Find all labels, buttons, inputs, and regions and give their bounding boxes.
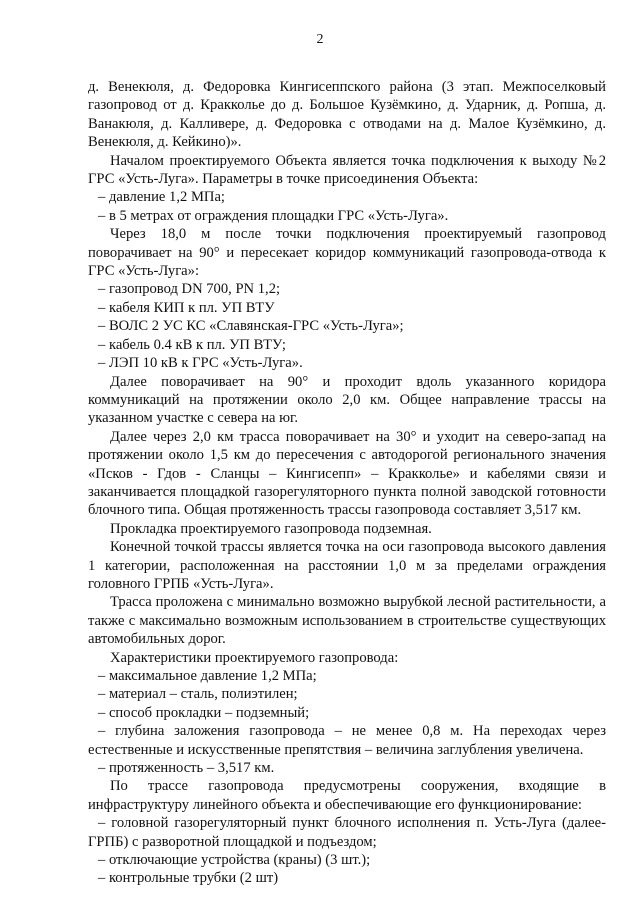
list-item: – кабель 0.4 кВ к пл. УП ВТУ; [98, 336, 286, 353]
paragraph-laying-method: Прокладка проектируемого газопровода подземная. [110, 520, 432, 537]
list-item: – протяженность – 3,517 км. [98, 760, 275, 777]
list-item: – глубина заложения газопровода – не менее 0,8 м. На переходах через естественные и искусственные препятствия – величина заглубления увеличена. [88, 723, 606, 758]
paragraph-characteristics-heading: Характеристики проектируемого газопровода: [110, 649, 399, 666]
paragraph-structures: По трассе газопровода предусмотрены сооружения, входящие в инфраструктуру линейного объекта и обеспечивающие его функционирование: [88, 778, 606, 813]
document-body [88, 78, 606, 888]
list-item: – контрольные трубки (2 шт) [98, 870, 279, 887]
list-item: – отключающие устройства (краны) (3 шт.); [98, 852, 371, 869]
list-item: – ЛЭП 10 кВ к ГРС «Усть-Луга». [98, 355, 303, 372]
list-item: – газопровод DN 700, PN 1,2; [98, 281, 281, 298]
list-item: – ВОЛС 2 УС КС «Славянская-ГРС «Усть-Луга»; [98, 318, 404, 335]
list-item: – способ прокладки – подземный; [98, 704, 310, 721]
paragraph-route-northwest: Далее через 2,0 км трасса поворачивает на 30° и уходит на северо-запад на протяжении около 1,5 км до пересечения с автодорогой регионального значения «Псков - Гдов - Сланцы – Кингисепп» – Кракколье» и кабелями связи и заканчивается площадкой газорегуляторного пункта полной заводской готовности блочного типа. Общая протяженность трассы газопровода составляет 3,517 км. [88, 428, 606, 519]
paragraph-route-turn: Через 18,0 м после точки подключения проектируемый газопровод поворачивает на 90° и пересекает коридор коммуникаций газопровода-отвода к ГРС «Усть-Луга»: [88, 226, 606, 280]
list-item: – максимальное давление 1,2 МПа; [98, 668, 317, 684]
list-item: – головной газорегуляторный пункт блочного исполнения п. Усть-Луга (далее-ГРПБ) с разворотной площадкой и подъездом; [88, 815, 606, 850]
paragraph-start-point: Началом проектируемого Объекта является точка подключения к выходу №2 ГРС «Усть-Луга». Параметры в точке присоединения Объекта: [88, 152, 606, 188]
paragraph-forest-clearing: Трасса проложена с минимально возможно вырубкой лесной растительности, а также с максимально возможным использованием в строительстве существующих автомобильных дорог. [88, 594, 606, 648]
list-item: – в 5 метрах от ограждения площадки ГРС «Усть-Луга». [98, 207, 449, 224]
paragraph-end-point: Конечной точкой трассы является точка на оси газопровода высокого давления 1 категории, расположенная на расстоянии 1,0 м за пределами ограждения головного ГРПБ «Усть-Луга». [88, 539, 606, 592]
list-item: – материал – сталь, полиэтилен; [98, 686, 298, 703]
list-item: – кабеля КИП к пл. УП ВТУ [98, 299, 275, 316]
list-item: – давление 1,2 МПа; [98, 189, 225, 206]
page-number: 2 [316, 32, 324, 47]
paragraph-intro-continuation: д. Венекюля, д. Федоровка Кингисеппского района (3 этап. Межпоселковый газопровод от д. Кракколье до д. Большое Кузёмкино, д. Ударник, д. Ропша, д. Ванакюля, д. Калливере, д. Федоровка с отводами на д. Малое Кузёмкино, д. Венекюля, д. Кейкино)». [88, 79, 606, 151]
paragraph-route-corridor: Далее поворачивает на 90° и проходит вдоль указанного коридора коммуникаций на протяжении около 2,0 км. Общее направление трассы на указанном участке с севера на юг. [88, 373, 606, 427]
